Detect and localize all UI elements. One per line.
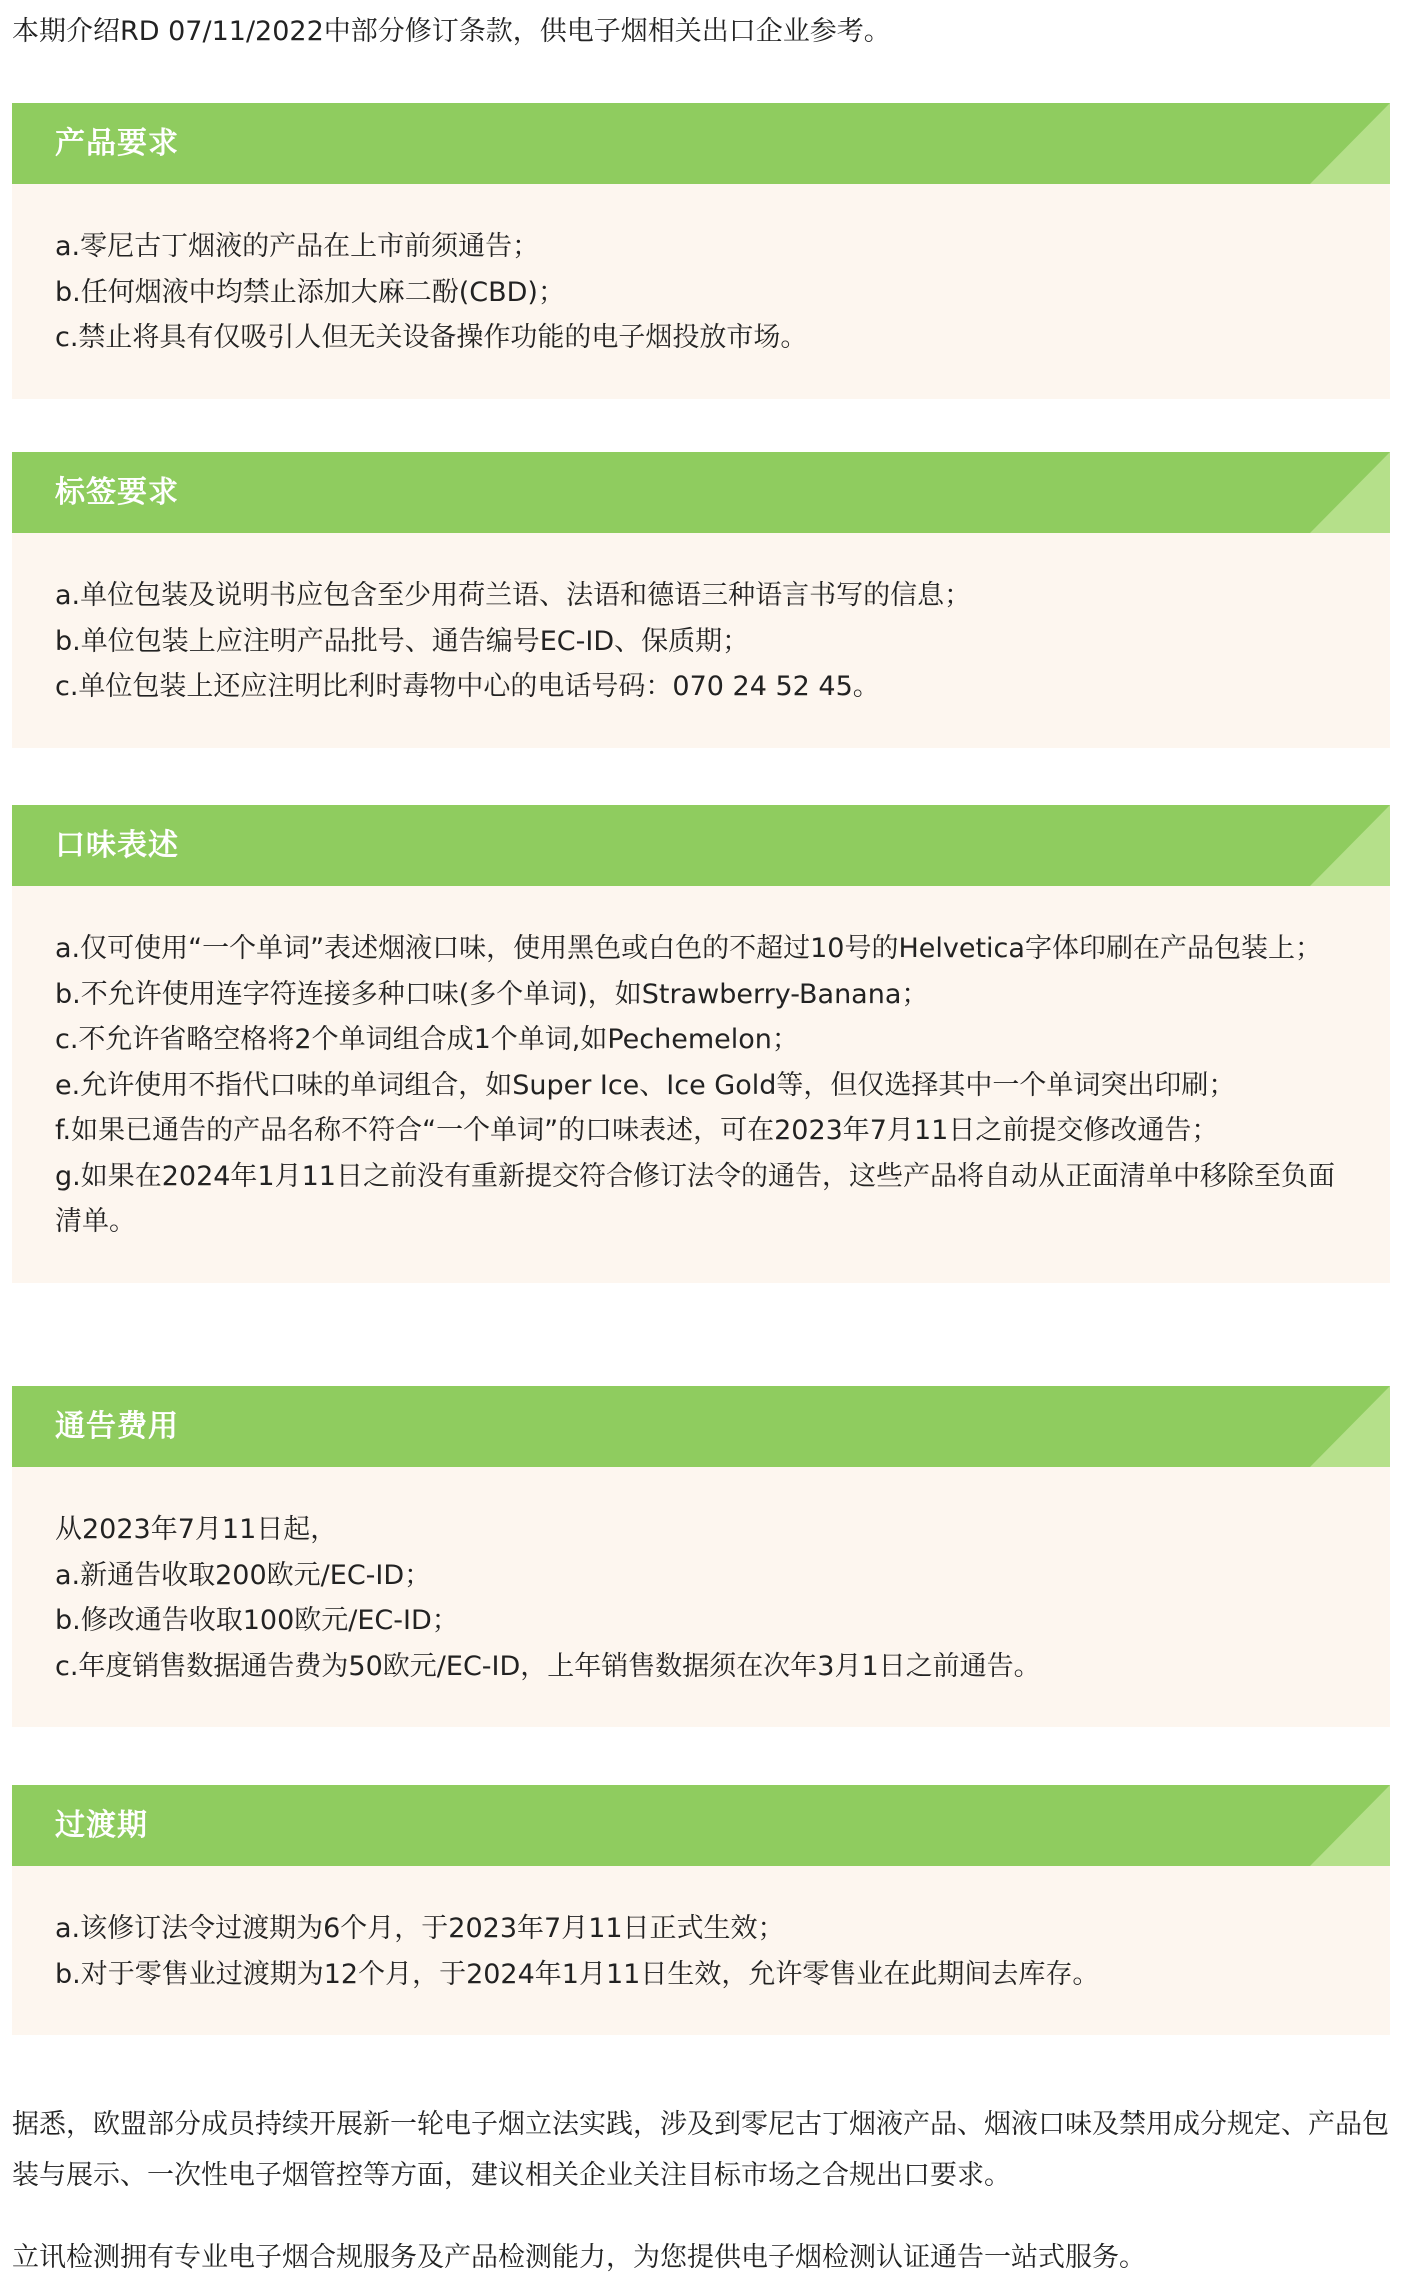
section-flavor-description <box>12 805 1390 1283</box>
list-item: a.单位包装及说明书应包含至少用荷兰语、法语和德语三种语言书写的信息； <box>55 580 972 611</box>
section-body <box>12 533 1390 748</box>
section-title: 通告费用 <box>55 1409 179 1444</box>
section-header <box>12 1785 1390 1866</box>
corner-decoration-icon <box>1300 452 1390 533</box>
list-item: b.修改通告收取100欧元/EC-ID； <box>55 1605 459 1636</box>
section-product-requirements <box>12 103 1390 399</box>
corner-decoration-icon <box>1300 103 1390 184</box>
section-transition-period <box>12 1785 1390 2035</box>
list-item: a.新通告收取200欧元/EC-ID； <box>55 1559 432 1591</box>
section-title: 口味表述 <box>55 828 179 863</box>
section-body <box>12 1866 1390 2035</box>
list-item: c.禁止将具有仅吸引人但无关设备操作功能的电子烟投放市场。 <box>55 322 808 353</box>
list-item: b.对于零售业过渡期为12个月，于2024年1月11日生效，允许零售业在此期间去库存。 <box>55 1958 1100 1990</box>
section-body <box>12 1467 1390 1727</box>
list-item: e.允许使用不指代口味的单词组合，如Super Ice、Ice Gold等，但仅选择其中一个单词突出印刷； <box>55 1069 1236 1101</box>
list-item: a.该修订法令过渡期为6个月，于2023年7月11日正式生效； <box>55 1913 785 1944</box>
list-item: b.任何烟液中均禁止添加大麻二酚(CBD)； <box>55 276 565 308</box>
section-title: 标签要求 <box>55 475 179 510</box>
list-item: c.单位包装上还应注明比利时毒物中心的电话号码：070 24 52 45。 <box>55 671 880 702</box>
corner-decoration-icon <box>1300 1386 1390 1467</box>
section-header <box>12 1386 1390 1467</box>
list-item: c.年度销售数据通告费为50欧元/EC-ID，上年销售数据须在次年3月1日之前通告。 <box>55 1650 1041 1682</box>
section-body <box>12 184 1390 399</box>
corner-decoration-icon <box>1300 805 1390 886</box>
section-header <box>12 805 1390 886</box>
section-body <box>12 886 1390 1283</box>
closing-paragraph: 据悉，欧盟部分成员持续开展新一轮电子烟立法实践，涉及到零尼古丁烟液产品、烟液口味及禁用成分规定、产品包装与展示、一次性电子烟管控等方面，建议相关企业关注目标市场之合规出口要求。 <box>12 2109 1389 2191</box>
list-item: c.不允许省略空格将2个单词组合成1个单词,如Pechemelon； <box>55 1024 799 1055</box>
section-header <box>12 452 1390 533</box>
list-item: b.不允许使用连字符连接多种口味(多个单词)，如Strawberry-Banana； <box>55 978 929 1010</box>
section-header <box>12 103 1390 184</box>
section-notification-fees <box>12 1386 1390 1727</box>
list-item: f.如果已通告的产品名称不符合“一个单词”的口味表述，可在2023年7月11日之前提交修改通告； <box>55 1115 1219 1146</box>
corner-decoration-icon <box>1300 1785 1390 1866</box>
list-item: a.零尼古丁烟液的产品在上市前须通告； <box>55 231 540 262</box>
list-item: b.单位包装上应注明产品批号、通告编号EC-ID、保质期； <box>55 625 750 657</box>
list-item: g.如果在2024年1月11日之前没有重新提交符合修订法令的通告，这些产品将自动从正面清单中移除至负面清单。 <box>55 1160 1335 1237</box>
section-label-requirements <box>12 452 1390 748</box>
list-item: 从2023年7月11日起， <box>55 1514 338 1545</box>
list-item: a.仅可使用“一个单词”表述烟液口味，使用黑色或白色的不超过10号的Helvetica字体印刷在产品包装上； <box>55 933 1322 964</box>
section-title: 过渡期 <box>55 1808 148 1843</box>
service-statement: 立讯检测拥有专业电子烟合规服务及产品检测能力，为您提供电子烟检测认证通告一站式服务。 <box>12 2242 1146 2273</box>
intro-text: 本期介绍RD 07/11/2022中部分修订条款，供电子烟相关出口企业参考。 <box>12 16 891 47</box>
section-title: 产品要求 <box>55 126 179 161</box>
